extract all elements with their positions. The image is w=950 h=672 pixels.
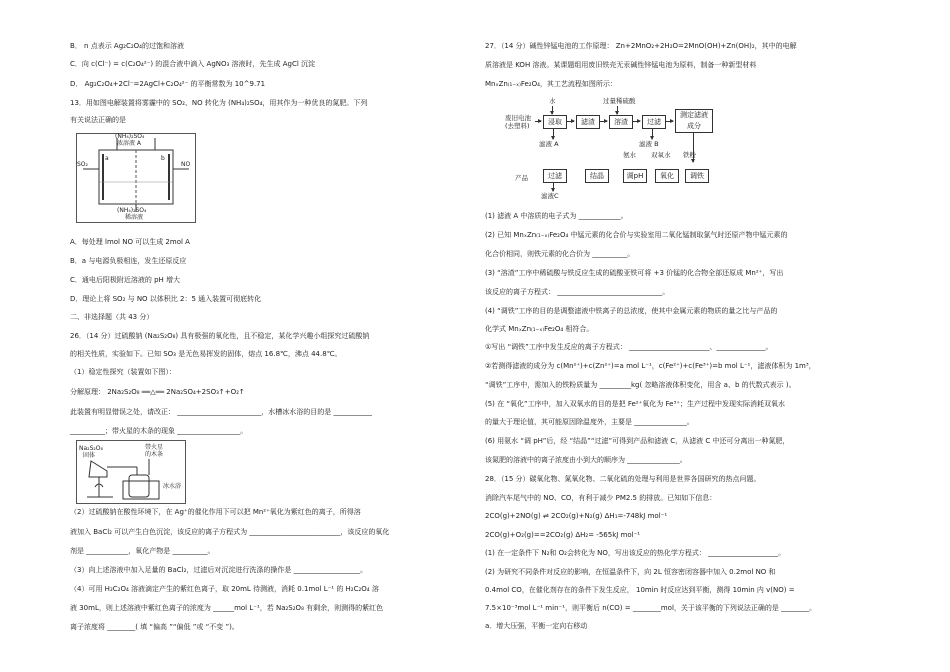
fig26-reagent: Na₂S₂O₈ [79,445,103,452]
flow-source2: (去塑料) [505,122,530,130]
flow-arrow-3 [632,121,640,122]
q27-stem-cont: 质溶液是 KOH 溶液。某课题组用废旧铁壳无汞碱性锌锰电池为原料，制备一种新型材料 [485,61,757,69]
q27-part5-cont: 的量大于理论值，其可能原因除温度外，主要是 _______________。 [485,418,694,426]
fig26-reagent2: 固体 [83,452,96,459]
process-flow-chart [505,95,727,205]
q26-part4-cont: 液 30mL，则上述溶液中紫红色离子的浓度为 ______mol L⁻¹，若 Na₂S₂O₈ 有剩余，则测得的紫红色 [70,604,384,612]
q26-part1: （1）稳定性探究（装置如下图）： [70,368,176,376]
q28-part2-end: 7.5×10⁻³mol L⁻¹ min⁻¹，则平衡后 n(CO) = ________mol，关于该平衡的下列说法正确的是 ________。 [485,604,817,612]
flow-filter-2: 过滤 [543,169,567,183]
flow-crystallize: 结晶 [585,169,609,183]
q27-stem: 27．（14 分）碱性锌锰电池的工作原理： Zn+2MnO₂+2H₂O=2MnO(OH)+Zn(OH)₂，其中的电解 [485,42,797,50]
flow-filter-1: 过滤 [642,115,666,129]
fig13-bottom-label: (NH₄)₂SO₄ [117,207,147,214]
q27-part5: (5) 在 “氧化”工序中，加入双氧水的目的是把 Fe²⁺氧化为 Fe³⁺；生产过程中发现实际消耗双氧水 [485,400,785,408]
flow-arrow-c [553,183,554,191]
fig13-bottom-label2: 稀溶液 [125,214,144,221]
q26-part3: （3）向上述溶液中加入足量的 BaCl₂，过滤后对沉淀进行洗涤的操作是 ___________________。 [70,566,368,574]
q26-stem: 26．（14 分）过硫酸钠 (Na₂S₂O₈) 具有极强的氧化性，且不稳定，某化学兴趣小组探究过硫酸钠 [70,332,370,340]
flow-measure [675,109,713,133]
flow-leach: 浸取 [543,115,567,129]
flow-oxidize: 氧化 [655,169,679,183]
q28-equation-2: 2CO(g)+O₂(g)==2CO₂(g) ΔH₂= -565kJ mol⁻¹ [485,531,641,539]
fig26-splint: 带火星 [145,444,164,451]
flow-source: 废旧电池 [505,114,531,122]
fig26-bath: 冰水浴 [163,483,182,490]
q26-error-prompt: 此装置有明显错误之处，请改正： ________________________，水槽冰水浴的目的是 ___________ [70,408,372,416]
flow-acid: 过量稀硫酸 [603,97,636,105]
q27-part2-cont: 化合价相同，则铁元素的化合价为 __________。 [485,250,635,258]
q27-part1: (1) 滤液 A 中溶质的电子式为 ____________。 [485,212,628,220]
flow-adjust-ph: 调pH [623,169,647,183]
q27-part3: (3) “溶渣”工序中稀硫酸与铁反应生成的硫酸亚铁可将 +3 价锰的化合物全部还原成 Mn²⁺，写出 [485,269,784,277]
flow-measure-line1: 测定滤液 [680,111,708,119]
q28-stem: 28．（15 分）碳氧化物、氮氧化物、二氧化硫的处理与利用是世界各国研究的热点问题。 [485,475,761,483]
right-column [485,0,885,672]
fig13-left-in: SO₂ [77,161,88,168]
q12-option-d: D． Ag₂C₂O₄+2Cl⁻=2AgCl+C₂O₄²⁻ 的平衡常数为 10^9.71 [70,80,266,88]
flow-measure-line2: 成分 [687,122,701,130]
fig13-electrode-b: b [161,155,165,162]
flow-arrow-4 [665,121,673,122]
q12-option-c: C．向 c(Cl⁻) = c(C₂O₄²⁻) 的混合液中滴入 AgNO₃ 溶液时，先生成 AgCl 沉淀 [70,60,316,68]
apparatus-figure [76,440,186,504]
flow-arrow-a [553,129,554,139]
q26-part2-oxidant: 剂是 ____________，氧化产物是 __________。 [70,547,215,555]
q26-part4-end: 离子浓度将 ________( 填 “偏高 ”“偏低 ”或 “不变 ”)。 [70,623,239,631]
fig13-top-label: (NH₄)₂SO₄ [115,133,145,140]
q13-stem: 13．用如图电解装置将雾霾中的 SO₂、NO 转化为 (NH₄)₂SO₄，用其作为一种优良的氮肥。下列 [70,99,368,107]
flow-arrow-1 [566,121,574,122]
q26-decomposition: 分解原理： 2Na₂S₂O₈ ══△══ 2Na₂SO₄+2SO₃↑+O₂↑ [70,388,245,396]
flow-arrow-b [652,129,653,139]
q26-part2-cont: 液加入 BaCl₂ 可以产生白色沉淀，该反应的离子方程式为 __________________________，该反应的氧化 [70,528,390,536]
q27-part4-cont: 化学式 MnₓZn₍₁₋ₓ₎Fe₂O₄ 相符合。 [485,325,594,333]
q27-part3-cont: 该反应的离子方程式： ______________________________。 [485,288,670,296]
flow-filtrate-b: 滤液 B [639,140,659,148]
flow-h2o2: 双氧水 [651,151,671,159]
q28-stem-cont: 消除汽车尾气中的 NO、CO，有利于减少 PM2.5 的排放。已知如下信息： [485,494,717,502]
flow-fe-powder: 铁粉 [683,151,696,159]
q28-part2-cont: 0.4mol CO，在催化剂存在的条件下发生反应， 10min 时反应达到平衡，测得 10min 内 v(NO) = [485,586,795,594]
q27-part4-sub2-cont: “调铁”工序中，需加入的铁粉质量为 _________kg( 忽略溶液体积变化，用含 a、b 的代数式表示 )。 [485,381,796,389]
q27-stem-end: MnₓZn₍₁₋ₓ₎Fe₂O₄，其工艺流程如图所示： [485,80,617,88]
flow-filtrate-c: 滤液C [541,192,559,200]
q28-part2: (2) 为研究不同条件对反应的影响，在恒温条件下，向 2L 恒容密闭容器中加入 0.2mol NO 和 [485,568,776,576]
flow-filter-residue: 滤渣 [576,115,600,129]
q28-option-a: a．增大压强，平衡一定向右移动 [485,622,588,630]
flow-filtrate-a: 滤液 A [539,140,559,148]
q26-part2: （2）过硫酸钠在酸性环境下，在 Ag⁺的催化作用下可以把 Mn²⁺氧化为紫红色的离子，所得溶 [70,508,361,516]
flow-arrow-0 [535,121,541,122]
q27-part2: (2) 已知 MnₓZn₍₁₋ₓ₎Fe₂O₄ 中锰元素的化合价与实验室用二氧化锰制取氯气时还原产物中锰元素的 [485,231,788,239]
q13-option-c: C．通电后阳极附近溶液的 pH 增大 [70,276,181,284]
flow-ammonia: 氨水 [623,151,636,159]
q28-part1: (1) 在一定条件下 N₂和 O₂会转化为 NO，写出该反应的热化学方程式： ____________________。 [485,549,786,557]
fig26-splint2: 的木条 [145,451,164,458]
q27-part6: (6) 用氨水 “调 pH”后，经 “结晶”“过滤”可得到产品和滤液 C，从滤液 C 中还可分离出一种氮肥， [485,437,790,445]
q27-part4-sub2: ②若测得滤液的成分为 c(Mn²⁺)+c(Zn²⁺)=a mol L⁻¹，c(Fe²⁺)+c(Fe³⁺)=b mol L⁻¹，滤液体积为 1m³， [485,362,816,370]
left-column [70,0,470,672]
q27-part6-cont: 该氮肥的溶液中的离子浓度由小到大的顺序为 _______________。 [485,456,687,464]
flow-dissolve: 溶渣 [609,115,633,129]
q28-equation-1: 2CO(g)+2NO(g) ⇌ 2CO₂(g)+N₂(g) ΔH₁=-748kJ mol⁻¹ [485,512,668,520]
fig13-right-in: NO [181,161,191,168]
q13-option-a: A．每处理 lmol NO 可以生成 2mol A [70,238,190,246]
fig13-electrode-a: a [105,155,109,162]
q26-part4: （4）可用 H₂C₂O₄ 溶液滴定产生的紫红色离子，取 20mL 待测液，消耗 0.1mol L⁻¹ 的 H₂C₂O₄ 溶 [70,585,379,593]
flow-water: 水 [549,97,556,105]
q26-splint-prompt: __________；带火星的木条的现象 __________________。 [70,427,248,435]
q12-option-b: B． n 点表示 Ag₂C₂O₄的过饱和溶液 [70,42,184,50]
q27-part4: (4) “调铁”工序的目的是调整滤液中铁离子的总浓度，使其中金属元素的物质的量之比与产品的 [485,307,778,315]
q13-option-b: B．a 与电源负极相连，发生还原反应 [70,257,187,265]
fig13-top-label2: 浓溶液 A [117,140,142,147]
flow-arrow-2 [599,121,607,122]
q13-stem-cont: 有关说法正确的是 [70,116,126,124]
flow-arrow-acid [617,106,618,114]
flow-arrow-water [552,106,553,114]
flow-adjust-fe: 调铁 [685,169,709,183]
electrolysis-figure [76,133,196,223]
flow-product: 产品 [515,174,528,182]
q13-option-d: D．理论上将 SO₂ 与 NO 以体积比 2：5 通入装置可彻底转化 [70,295,262,303]
q26-stem-cont: 的相关性质，实验如下。已知 SO₃ 是无色易挥发的固体，熔点 16.8℃，沸点 44.8℃。 [70,350,342,358]
section-two-heading: 二、非选择题（共 43 分） [70,313,154,321]
q27-part4-sub1: ①写出 “调铁”工序中发生反应的离子方程式： _______________________、______________。 [485,343,773,351]
